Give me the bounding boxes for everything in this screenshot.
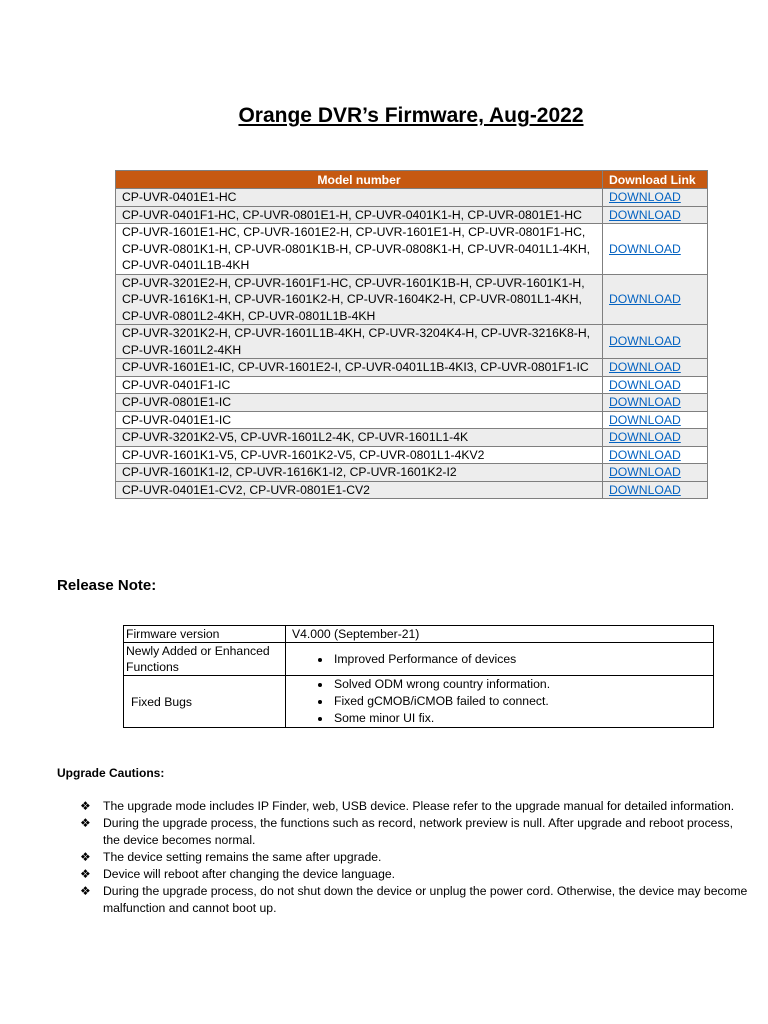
list-item xyxy=(80,883,750,917)
model-cell: CP-UVR-0401F1-IC xyxy=(116,376,603,394)
fixed-bugs-list-cell xyxy=(286,676,714,728)
table-row xyxy=(116,394,708,412)
download-link[interactable]: DOWNLOAD xyxy=(603,411,708,429)
download-link[interactable]: DOWNLOAD xyxy=(603,429,708,447)
download-link[interactable]: DOWNLOAD xyxy=(603,325,708,359)
table-row xyxy=(116,376,708,394)
caution-text: During the upgrade process, the functions such as record, network preview is null. After upgrade and reboot process, the device becomes normal. xyxy=(103,816,734,847)
page-title: Orange DVR’s Firmware, Aug-2022 xyxy=(238,104,584,127)
table-row xyxy=(116,411,708,429)
diamond-bullet-icon: ❖ xyxy=(80,816,91,830)
download-link[interactable]: DOWNLOAD xyxy=(603,359,708,377)
table-row xyxy=(116,464,708,482)
table-row xyxy=(116,224,708,275)
download-link[interactable]: DOWNLOAD xyxy=(603,224,708,275)
model-cell: CP-UVR-0401F1-HC, CP-UVR-0801E1-H, CP-UVR-0401K1-H, CP-UVR-0801E1-HC xyxy=(116,206,603,224)
upgrade-cautions-list xyxy=(80,798,750,917)
firmware-model-table xyxy=(115,170,708,499)
new-functions-row xyxy=(124,643,714,676)
new-functions-label: Newly Added or Enhanced Functions xyxy=(124,643,286,676)
upgrade-cautions-heading: Upgrade Cautions: xyxy=(57,766,165,780)
model-cell: CP-UVR-0401E1-HC xyxy=(116,189,603,207)
firmware-version-label: Firmware version xyxy=(124,626,286,643)
list-item xyxy=(80,815,750,849)
firmware-version-value: V4.000 (September-21) xyxy=(286,626,714,643)
diamond-bullet-icon: ❖ xyxy=(80,884,91,898)
caution-text: Device will reboot after changing the device language. xyxy=(103,867,396,881)
table-header-row xyxy=(116,171,708,189)
model-cell: CP-UVR-1601E1-IC, CP-UVR-1601E2-I, CP-UVR-0401L1B-4KI3, CP-UVR-0801F1-IC xyxy=(116,359,603,377)
model-cell: CP-UVR-3201E2-H, CP-UVR-1601F1-HC, CP-UVR-1601K1B-H, CP-UVR-1601K1-H, CP-UVR-1616K1-H, CP-UVR-1601K2-H, CP-UVR-1604K2-H, CP-UVR-0801L1-4KH, CP-UVR-0801L2-4KH, CP-UVR-0801L1B-4KH xyxy=(116,274,603,325)
diamond-bullet-icon: ❖ xyxy=(80,850,91,864)
table-row xyxy=(116,206,708,224)
fixed-bugs-row xyxy=(124,676,714,728)
download-link[interactable]: DOWNLOAD xyxy=(603,394,708,412)
diamond-bullet-icon: ❖ xyxy=(80,799,91,813)
list-item: • Solved ODM wrong country information. xyxy=(332,676,711,693)
new-functions-list xyxy=(288,651,711,668)
table-row xyxy=(116,446,708,464)
list-item xyxy=(80,798,750,815)
fixed-bugs-list xyxy=(288,676,711,727)
table-row xyxy=(116,359,708,377)
caution-text: The device setting remains the same after upgrade. xyxy=(103,850,382,864)
caution-text: The upgrade mode includes IP Finder, web, USB device. Please refer to the upgrade manual for detailed information. xyxy=(103,799,735,813)
list-item xyxy=(80,849,750,866)
model-cell: CP-UVR-0401E1-IC xyxy=(116,411,603,429)
fixed-bugs-label: Fixed Bugs xyxy=(124,676,286,728)
download-link[interactable]: DOWNLOAD xyxy=(603,446,708,464)
list-item: • Some minor UI fix. xyxy=(332,710,711,727)
model-number-header: Model number xyxy=(116,171,603,189)
model-cell: CP-UVR-0401E1-CV2, CP-UVR-0801E1-CV2 xyxy=(116,481,603,499)
list-item: • Fixed gCMOB/iCMOB failed to connect. xyxy=(332,693,711,710)
table-row xyxy=(116,189,708,207)
download-link-header: Download Link xyxy=(603,171,708,189)
table-row xyxy=(116,325,708,359)
model-cell: CP-UVR-3201K2-H, CP-UVR-1601L1B-4KH, CP-UVR-3204K4-H, CP-UVR-3216K8-H, CP-UVR-1601L2-4KH xyxy=(116,325,603,359)
download-link[interactable]: DOWNLOAD xyxy=(603,189,708,207)
new-functions-list-cell xyxy=(286,643,714,676)
model-cell: CP-UVR-3201K2-V5, CP-UVR-1601L2-4K, CP-UVR-1601L1-4K xyxy=(116,429,603,447)
caution-text: During the upgrade process, do not shut down the device or unplug the power cord. Otherwise, the device may become malfunction and cannot boot up. xyxy=(103,884,748,915)
model-cell: CP-UVR-1601K1-I2, CP-UVR-1616K1-I2, CP-UVR-1601K2-I2 xyxy=(116,464,603,482)
model-cell: CP-UVR-1601K1-V5, CP-UVR-1601K2-V5, CP-UVR-0801L1-4KV2 xyxy=(116,446,603,464)
model-cell: CP-UVR-1601E1-HC, CP-UVR-1601E2-H, CP-UVR-1601E1-H, CP-UVR-0801F1-HC, CP-UVR-0801K1-H, CP-UVR-0801K1B-H, CP-UVR-0808K1-H, CP-UVR-0401L1-4KH, CP-UVR-0401L1B-4KH xyxy=(116,224,603,275)
list-item xyxy=(80,866,750,883)
diamond-bullet-icon: ❖ xyxy=(80,867,91,881)
release-note-heading: Release Note: xyxy=(57,577,157,594)
table-row xyxy=(116,481,708,499)
download-link[interactable]: DOWNLOAD xyxy=(603,206,708,224)
release-note-table xyxy=(123,625,714,728)
table-row xyxy=(116,274,708,325)
list-item: • Improved Performance of devices xyxy=(332,651,711,668)
download-link[interactable]: DOWNLOAD xyxy=(603,464,708,482)
firmware-version-row xyxy=(124,626,714,643)
download-link[interactable]: DOWNLOAD xyxy=(603,481,708,499)
download-link[interactable]: DOWNLOAD xyxy=(603,274,708,325)
model-cell: CP-UVR-0801E1-IC xyxy=(116,394,603,412)
table-row xyxy=(116,429,708,447)
download-link[interactable]: DOWNLOAD xyxy=(603,376,708,394)
